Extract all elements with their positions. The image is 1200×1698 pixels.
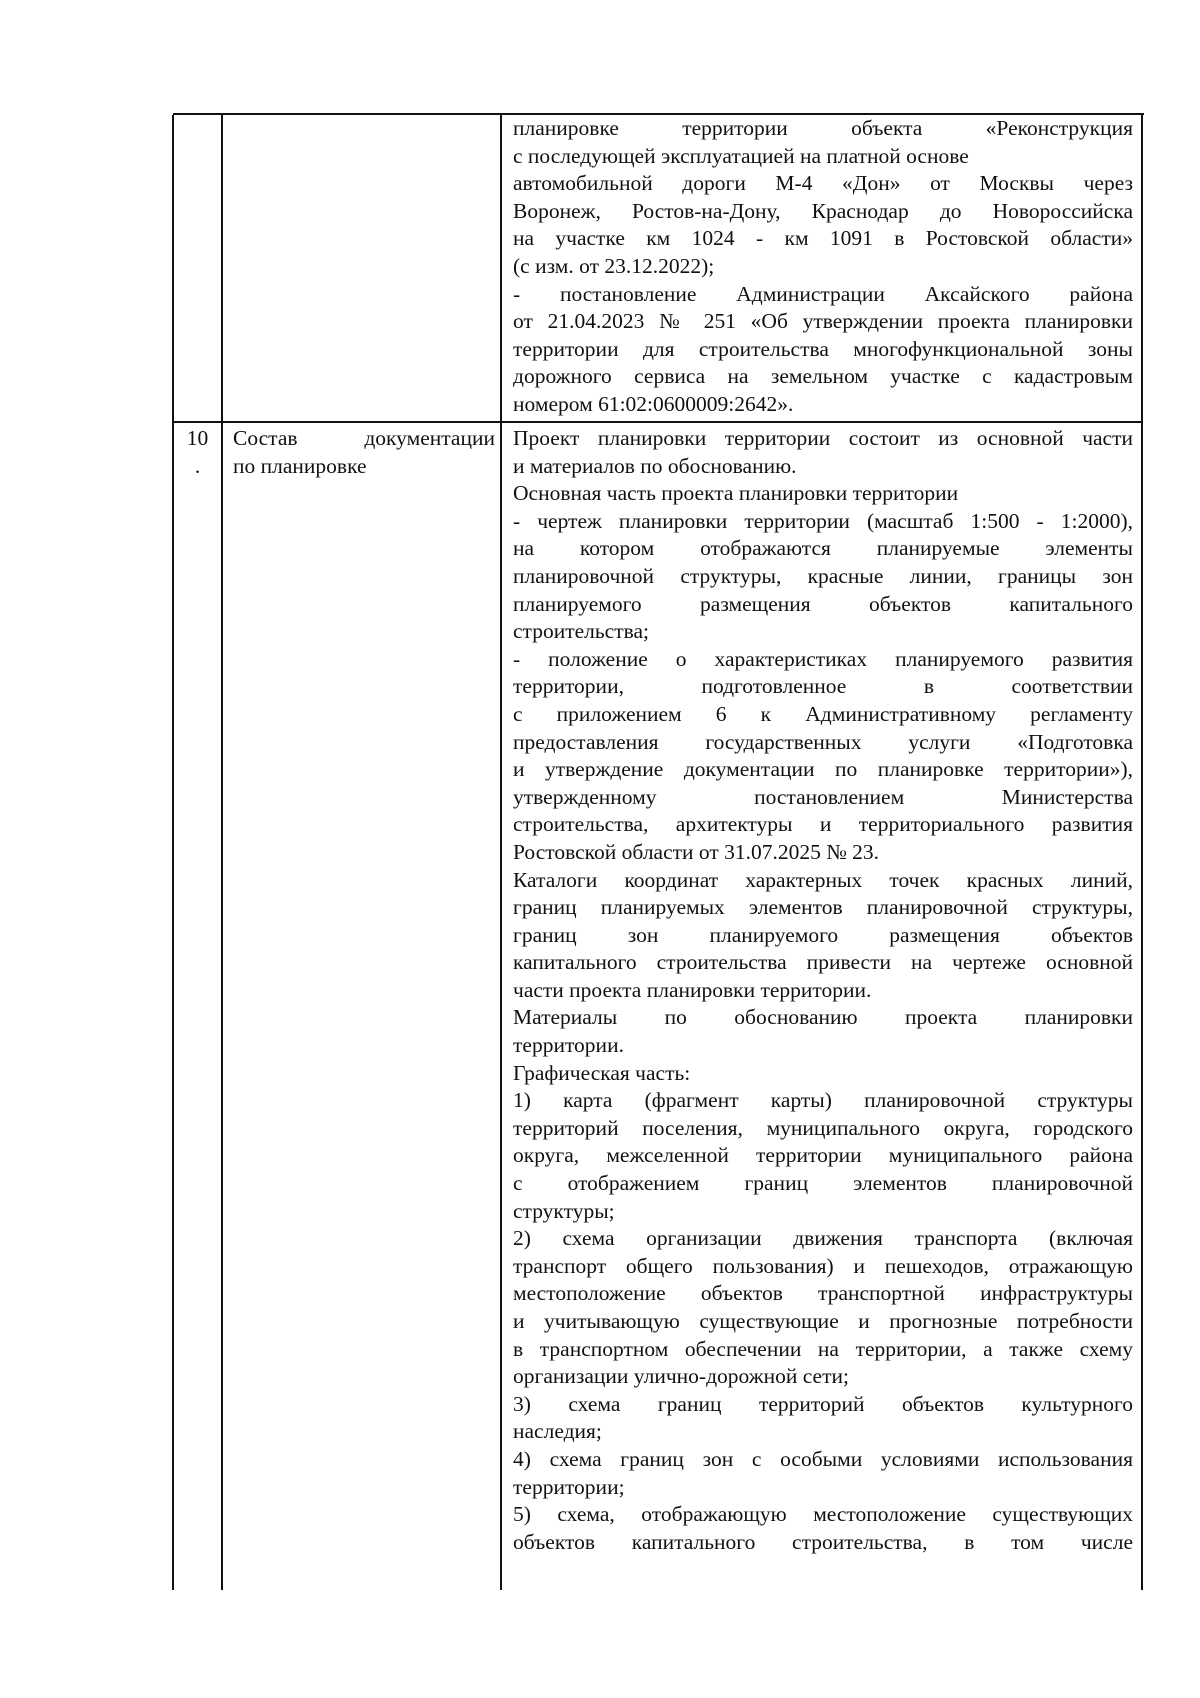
text-line: объектов капитального строительства, в том числе [513,1529,1133,1554]
row-title-line: Состав документации [233,426,495,450]
text-line: с отображением границ элементов планировочной [513,1171,1133,1196]
table-column-divider-1 [221,115,223,1590]
text-line: и утверждение документации по планировке территории»), [513,757,1133,782]
text-line: Проект планировки территории состоит из основной части [513,426,1133,450]
text-line: планируемого размещения объектов капитального [513,591,1133,616]
text-line: и материалов по обоснованию. [513,453,797,478]
text-line: транспорт общего пользования) и пешеходов, отражающую [513,1253,1133,1278]
row-number-cell [173,425,222,480]
text-line: 2) схема организации движения транспорта (включая [513,1226,1133,1251]
text-line: Каталоги координат характерных точек красных линий, [513,867,1133,892]
text-line: 4) схема границ зон с особыми условиями использования [513,1446,1133,1471]
text-line: предоставления государственных услуги «Подготовка [513,729,1133,754]
text-line: структуры; [513,1198,615,1223]
text-line: на котором отображаются планируемые элементы [513,536,1133,561]
row-number-line: . [194,453,201,478]
text-line: 5) схема, отображающую местоположение существующих [513,1502,1133,1527]
text-line: местоположение объектов транспортной инфраструктуры [513,1281,1133,1306]
previous-row-content-cell [513,115,1133,419]
text-line: Воронеж, Ростов-на-Дону, Краснодар до Новороссийска [513,198,1133,223]
text-line: Графическая часть: [513,1060,691,1085]
text-line: в транспортном обеспечении на территории, а также схему [513,1336,1133,1361]
text-line: округа, межселенной территории муниципального района [513,1143,1133,1168]
text-line: 3) схема границ территорий объектов культурного [513,1391,1133,1416]
table-column-divider-2 [500,115,502,1590]
table-border-left [172,115,174,1590]
text-line: территории для строительства многофункциональной зоны [513,336,1133,361]
text-line: - положение о характеристиках планируемого развития [513,646,1133,671]
text-line: 1) карта (фрагмент карты) планировочной структуры [513,1088,1133,1113]
text-line: дорожного сервиса на земельном участке с кадастровым [513,364,1133,389]
text-line: строительства; [513,619,650,644]
row-number-line: 10 [186,426,209,450]
text-line: от 21.04.2023 № 251 «Об утверждении проекта планировки [513,309,1133,334]
text-line: территории. [513,1033,624,1058]
text-line: планировочной структуры, красные линии, границы зон [513,563,1133,588]
text-line: части проекта планировки территории. [513,977,872,1002]
text-line: - постановление Администрации Аксайского района [513,281,1133,306]
table-border-right [1141,115,1143,1590]
text-line: номером 61:02:0600009:2642». [513,391,794,416]
text-line: на участке км 1024 - км 1091 в Ростовской области» [513,226,1133,251]
text-line: территории, подготовленное в соответствии [513,674,1133,699]
text-line: (с изм. от 23.12.2022); [513,253,715,278]
text-line: Ростовской области от 31.07.2025 № 23. [513,839,880,864]
text-line: Материалы по обоснованию проекта планировки [513,1005,1133,1030]
requirements-table [173,113,1144,1590]
text-line: - чертеж планировки территории (масштаб 1:500 - 1:2000), [513,508,1133,533]
text-line: автомобильной дороги М-4 «Дон» от Москвы через [513,171,1133,196]
row-title-line: по планировке [233,453,367,478]
text-line: и учитывающую существующие и прогнозные потребности [513,1309,1133,1333]
text-line: Основная часть проекта планировки территории [513,481,959,506]
text-line: территорий поселения, муниципального округа, городского [513,1115,1133,1140]
text-line: строительства, архитектуры и территориального развития [513,812,1133,837]
text-line: границ зон планируемого размещения объектов [513,922,1133,947]
text-line: территории; [513,1474,625,1499]
text-line: с приложением 6 к Административному регламенту [513,701,1133,726]
text-line: наследия; [513,1419,602,1444]
row-title-cell [233,425,495,480]
text-line: границ планируемых элементов планировочной структуры, [513,895,1133,920]
row-content-cell [513,425,1133,1556]
text-line: капитального строительства привести на чертеже основной [513,950,1133,975]
text-line: утвержденному постановлением Министерства [513,784,1133,809]
table-row-divider [172,421,1143,423]
text-line: с последующей эксплуатацией на платной основе [513,143,969,168]
text-line: планировке территории объекта «Реконструкция [513,116,1133,140]
text-line: организации улично-дорожной сети; [513,1364,849,1389]
